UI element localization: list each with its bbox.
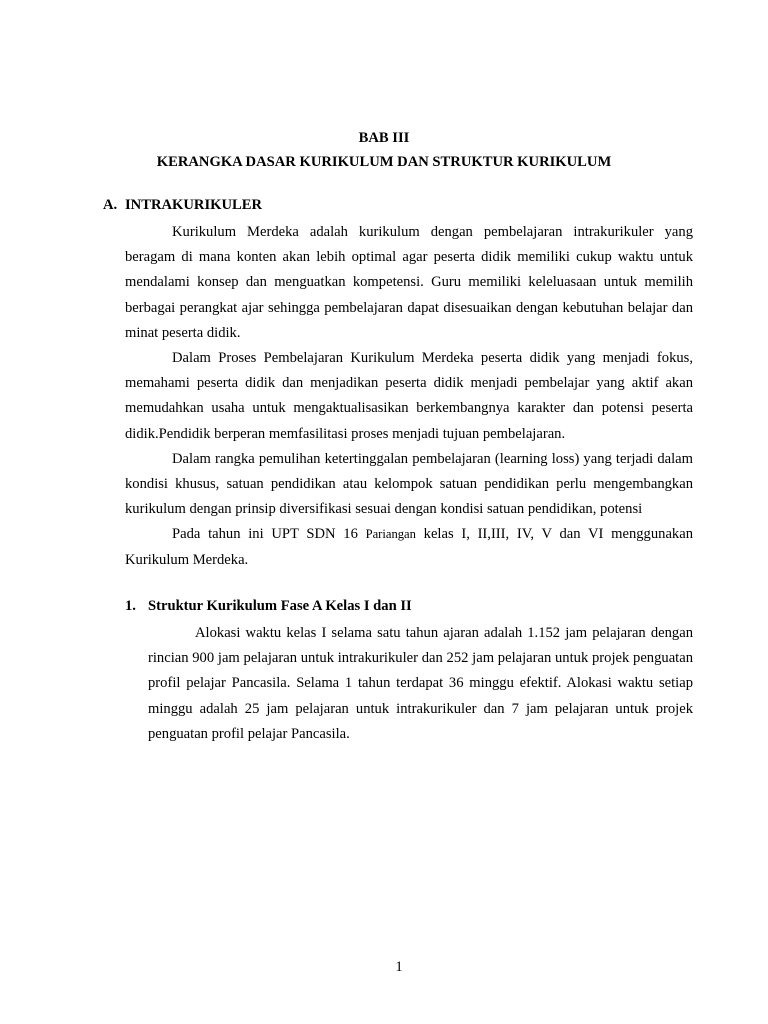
subsection-body — [148, 621, 693, 747]
paragraph-text-after: kelas I, II,III, IV, V dan VI menggunakan Kurikulum Merdeka. — [125, 526, 693, 568]
page-number: 1 — [395, 959, 403, 975]
subsection-number: 1. — [125, 598, 136, 614]
paragraph: Dalam Proses Pembelajaran Kurikulum Merdeka peserta didik yang menjadi fokus, memahami peserta didik dan menjadikan peserta didik menjadi pembelajar yang aktif akan memudahkan usaha untuk mengaktualisasikan berkembangnya karakter dan potensi peserta didik.Pendidik berperan memfasilitasi proses menjadi tujuan pembelajaran. — [125, 350, 693, 442]
paragraph: Alokasi waktu kelas I selama satu tahun ajaran adalah 1.152 jam pelajaran dengan rincian 900 jam pelajaran untuk intrakurikuler dan 252 jam pelajaran untuk projek penguatan profil pelajar Pancasila. Selama 1 tahun terdapat 36 minggu efektif. Alokasi waktu setiap minggu adalah 25 jam pelajaran untuk intrakurikuler dan 7 jam pelajaran untuk projek penguatan profil pelajar Pancasila. — [148, 625, 693, 742]
subsection-title: Struktur Kurikulum Fase A Kelas I dan II — [148, 598, 412, 614]
section-title: INTRAKURIKULER — [125, 197, 263, 213]
chapter-number: BAB III — [358, 130, 410, 146]
subsection-heading — [125, 598, 412, 615]
paragraph: Dalam rangka pemulihan ketertinggalan pembelajaran (learning loss) yang terjadi dalam kondisi khusus, satuan pendidikan atau kelompok satuan pendidikan perlu mengembangkan kurikulum dengan prinsip diversifikasi sesuai dengan kondisi satuan pendidikan, potensi — [125, 450, 693, 518]
chapter-title: KERANGKA DASAR KURIKULUM DAN STRUKTUR KURIKULUM — [156, 154, 612, 170]
paragraph-school — [125, 522, 693, 572]
paragraph-text-before: Pada tahun ini UPT SDN 16 — [172, 526, 366, 543]
paragraph: Kurikulum Merdeka adalah kurikulum dengan pembelajaran intrakurikuler yang beragam di mana konten akan lebih optimal agar peserta didik memiliki cukup waktu untuk mendalami konsep dan menguatkan kompetensi. Guru memiliki keleluasaan untuk memilih berbagai perangkat ajar sehingga pembelajaran dapat disesuaikan dengan kebutuhan belajar dan minat peserta didik. — [125, 224, 693, 341]
section-letter: A. — [103, 197, 118, 213]
section-heading — [103, 197, 262, 214]
school-place: Pariangan — [365, 527, 416, 542]
section-body — [125, 220, 693, 573]
